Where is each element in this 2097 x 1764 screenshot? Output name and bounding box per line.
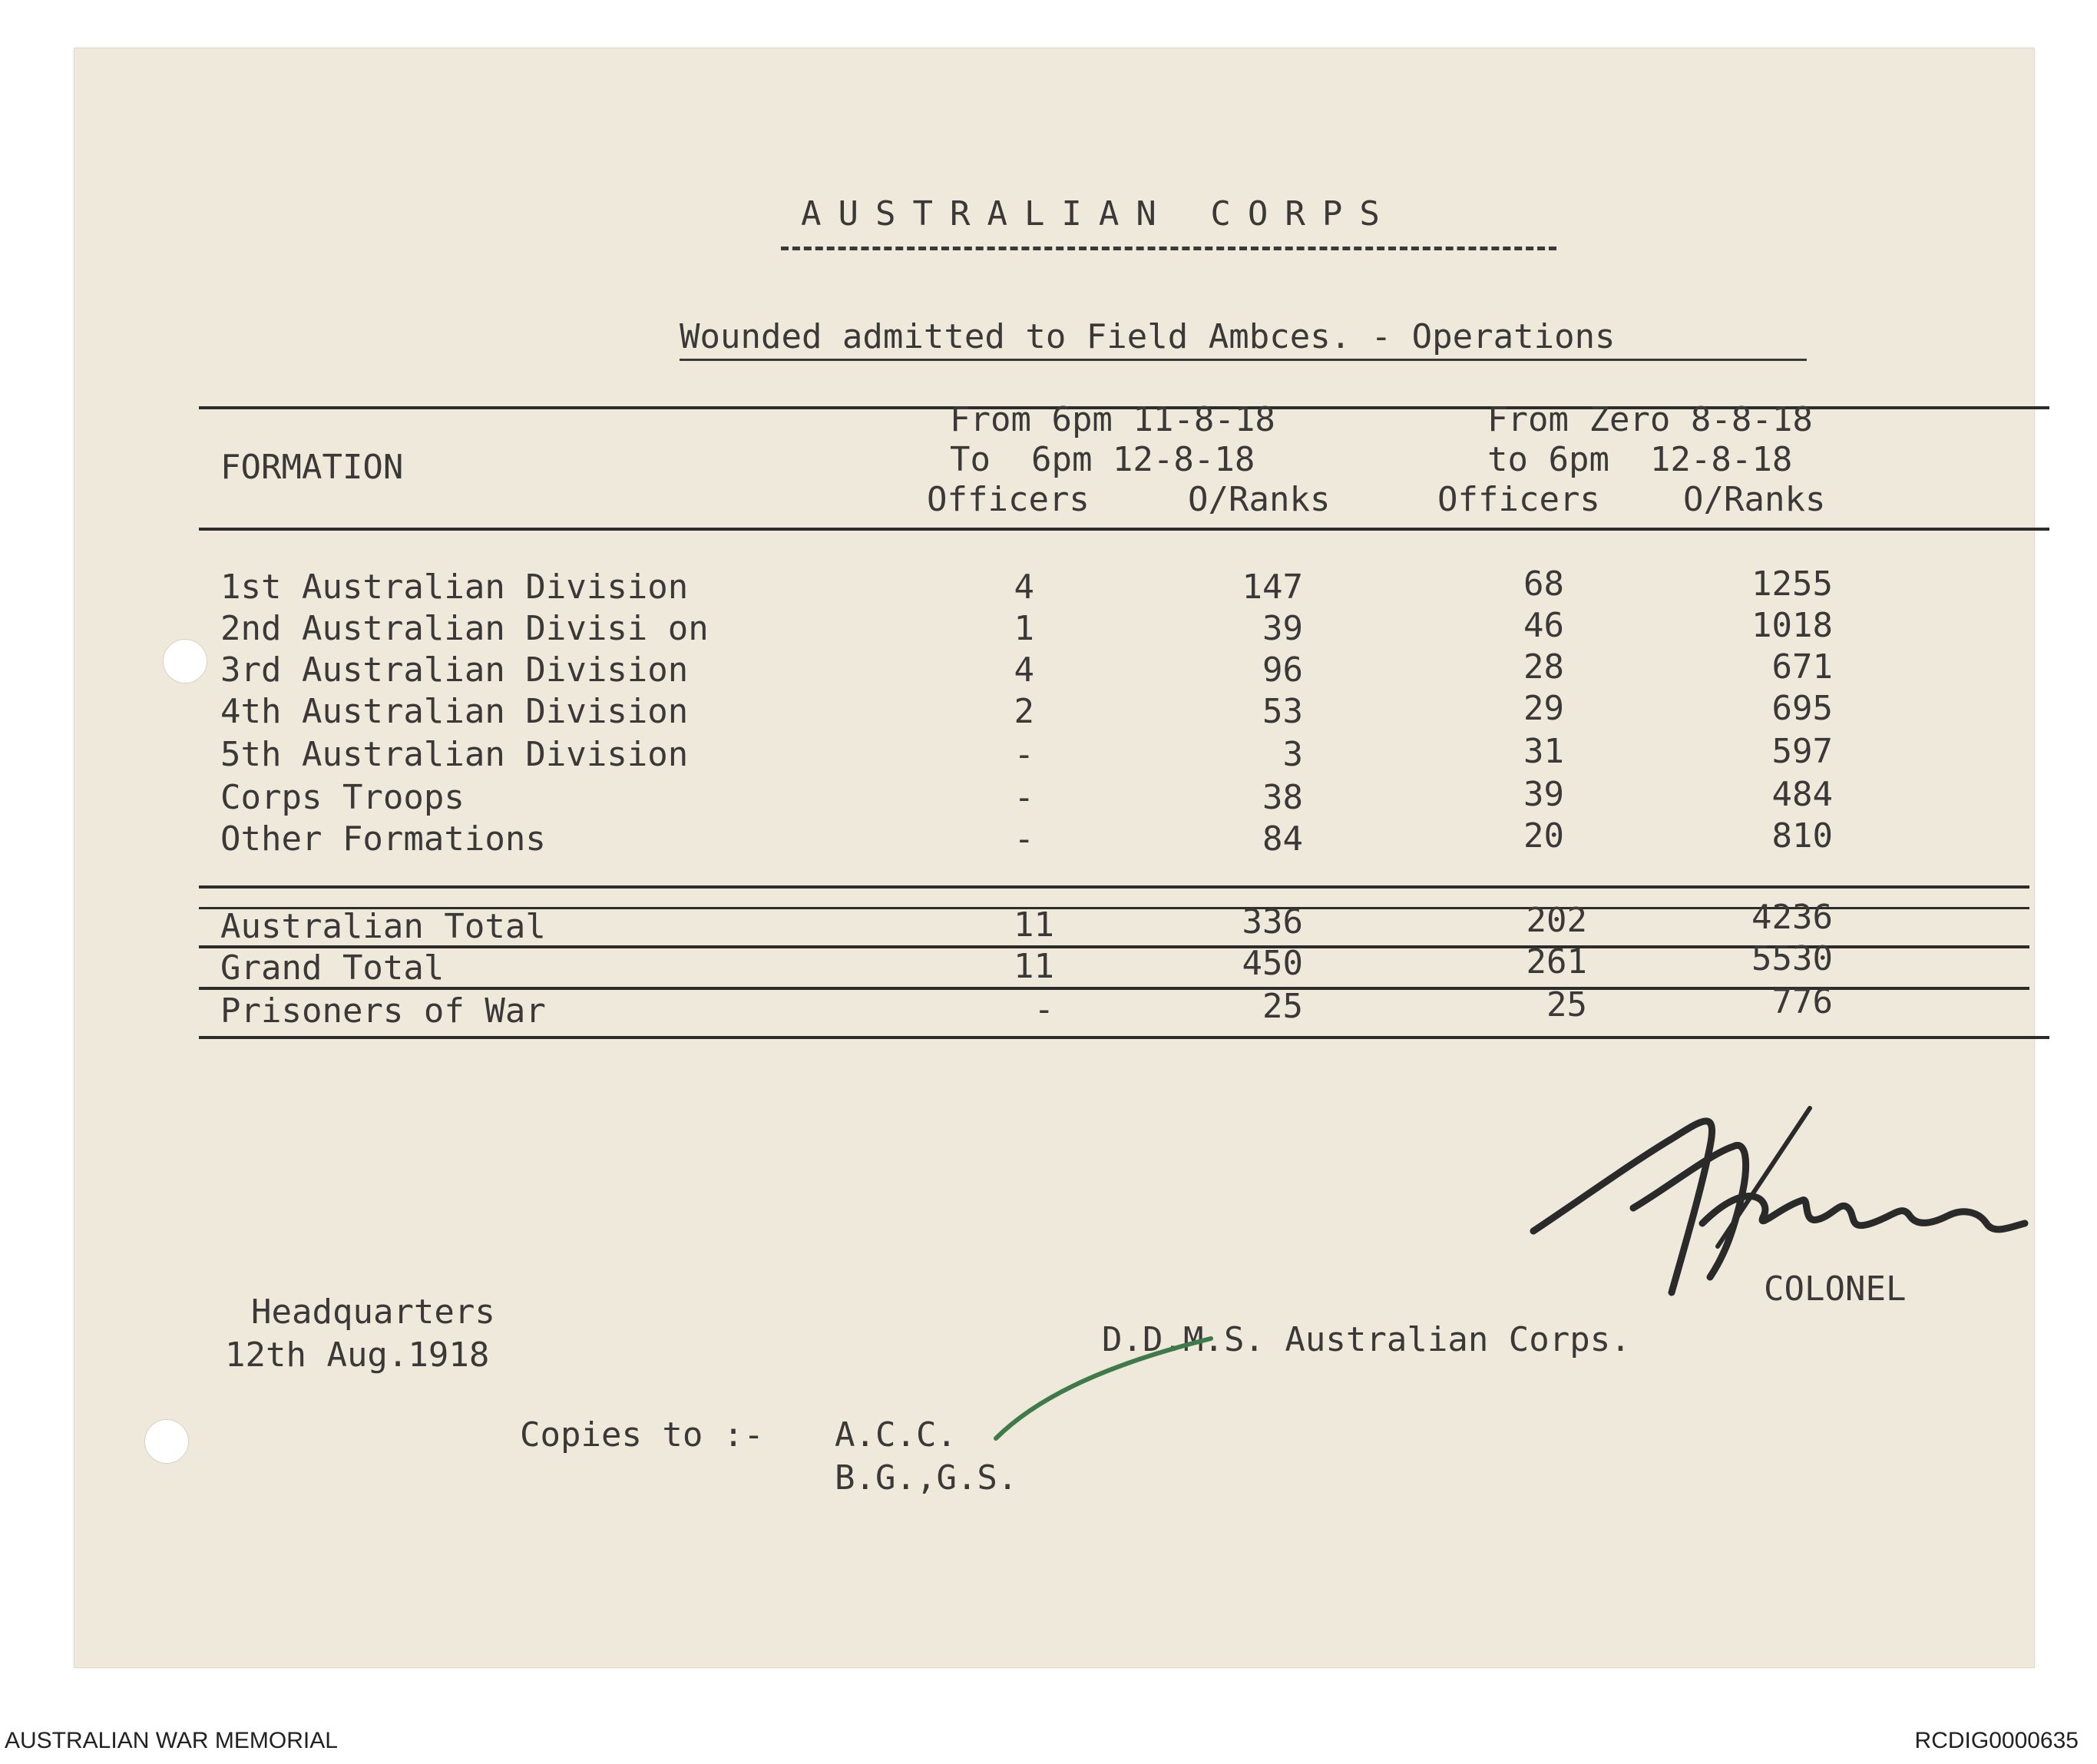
row-p2-oranks: 695 bbox=[1771, 689, 1833, 728]
totals-formation: Grand Total bbox=[220, 948, 445, 988]
copies-recipient-2: B.G.,G.S. bbox=[835, 1458, 1018, 1498]
row-formation: 1st Australian Division bbox=[220, 568, 689, 607]
row-p1-oranks: 38 bbox=[1262, 778, 1303, 817]
row-p1-oranks: 147 bbox=[1242, 568, 1303, 607]
punch-hole bbox=[144, 1419, 189, 1464]
row-p2-oranks: 597 bbox=[1771, 732, 1833, 771]
row-formation: Other Formations bbox=[220, 819, 546, 859]
totals-p2-oranks: 776 bbox=[1771, 982, 1833, 1021]
totals-p2-oranks: 5530 bbox=[1751, 939, 1833, 978]
totals-p2-officers: 202 bbox=[1526, 901, 1587, 940]
totals-p1-oranks: 25 bbox=[1262, 987, 1303, 1026]
row-p1-officers: 4 bbox=[1014, 568, 1034, 607]
row-formation: Corps Troops bbox=[220, 778, 465, 817]
header-period1-line1: From 6pm 11-8-18 bbox=[950, 400, 1275, 439]
totals-p2-officers: 25 bbox=[1546, 985, 1587, 1024]
table-header-rule bbox=[199, 528, 2049, 531]
document-title: AUSTRALIAN CORPS bbox=[801, 194, 1397, 233]
totals-p1-officers: 11 bbox=[1014, 947, 1054, 986]
row-p2-officers: 28 bbox=[1523, 647, 1564, 687]
row-p2-oranks: 484 bbox=[1771, 775, 1833, 814]
totals-p1-officers: 11 bbox=[1014, 905, 1054, 945]
location: Headquarters bbox=[251, 1292, 495, 1332]
totals-formation: Australian Total bbox=[220, 907, 546, 946]
green-pencil-mark bbox=[981, 1308, 1226, 1446]
row-p2-oranks: 1255 bbox=[1751, 564, 1833, 604]
totals-p2-oranks: 4236 bbox=[1751, 898, 1833, 937]
document-paper bbox=[74, 48, 2035, 1668]
row-p2-officers: 20 bbox=[1523, 816, 1564, 856]
totals-p1-officers: - bbox=[1034, 990, 1054, 1029]
copies-label: Copies to :- bbox=[520, 1415, 764, 1455]
header-officers-1: Officers bbox=[927, 480, 1090, 519]
row-p1-officers: 1 bbox=[1014, 609, 1034, 648]
row-formation: 4th Australian Division bbox=[220, 692, 689, 731]
totals-p1-oranks: 336 bbox=[1242, 902, 1303, 942]
row-p1-oranks: 3 bbox=[1282, 735, 1303, 774]
subtitle-underline bbox=[680, 359, 1807, 361]
header-period1-line2: To 6pm 12-8-18 bbox=[950, 440, 1255, 479]
footer-source: AUSTRALIAN WAR MEMORIAL bbox=[5, 1728, 338, 1753]
row-formation: 5th Australian Division bbox=[220, 735, 689, 774]
punch-hole bbox=[163, 639, 207, 683]
table-bottom-rule bbox=[199, 1036, 2049, 1039]
row-p2-officers: 31 bbox=[1523, 732, 1564, 771]
row-p2-officers: 46 bbox=[1523, 606, 1564, 645]
footer-catalog-id: RCDIG0000635 bbox=[1914, 1728, 2079, 1753]
row-p1-oranks: 84 bbox=[1262, 819, 1303, 859]
row-p1-officers: 4 bbox=[1014, 650, 1034, 690]
header-officers-2: Officers bbox=[1437, 480, 1600, 519]
row-p2-oranks: 1018 bbox=[1751, 606, 1833, 645]
row-p1-officers: - bbox=[1014, 735, 1034, 774]
date: 12th Aug.1918 bbox=[225, 1335, 490, 1375]
row-p2-oranks: 671 bbox=[1771, 647, 1833, 687]
row-p1-oranks: 53 bbox=[1262, 692, 1303, 731]
totals-p1-oranks: 450 bbox=[1242, 944, 1303, 983]
row-p1-officers: - bbox=[1014, 778, 1034, 817]
row-p1-officers: 2 bbox=[1014, 692, 1034, 731]
row-p2-officers: 68 bbox=[1523, 564, 1564, 604]
row-p2-officers: 29 bbox=[1523, 689, 1564, 728]
row-p1-officers: - bbox=[1014, 819, 1034, 859]
signatory-rank: COLONEL bbox=[1764, 1269, 1907, 1309]
header-period2-line1: From Zero 8-8-18 bbox=[1487, 400, 1813, 439]
row-p1-oranks: 39 bbox=[1262, 609, 1303, 648]
header-oranks-1: O/Ranks bbox=[1188, 480, 1331, 519]
row-p2-oranks: 810 bbox=[1771, 816, 1833, 856]
document-subtitle: Wounded admitted to Field Ambces. - Operations bbox=[680, 317, 1616, 356]
copies-recipient-1: A.C.C. bbox=[835, 1415, 957, 1455]
header-period2-line2: to 6pm 12-8-18 bbox=[1487, 440, 1793, 479]
row-formation: 3rd Australian Division bbox=[220, 650, 689, 690]
title-underline bbox=[781, 247, 1556, 250]
signatory-title: D.D.M.S. Australian Corps. bbox=[1102, 1320, 1631, 1359]
row-formation: 2nd Australian Divisi on bbox=[220, 609, 709, 648]
totals-top-rule bbox=[199, 885, 2029, 889]
header-formation: FORMATION bbox=[220, 448, 404, 487]
totals-formation: Prisoners of War bbox=[220, 991, 546, 1031]
header-oranks-2: O/Ranks bbox=[1683, 480, 1826, 519]
row-p2-officers: 39 bbox=[1523, 775, 1564, 814]
row-p1-oranks: 96 bbox=[1262, 650, 1303, 690]
totals-p2-officers: 261 bbox=[1526, 942, 1587, 981]
